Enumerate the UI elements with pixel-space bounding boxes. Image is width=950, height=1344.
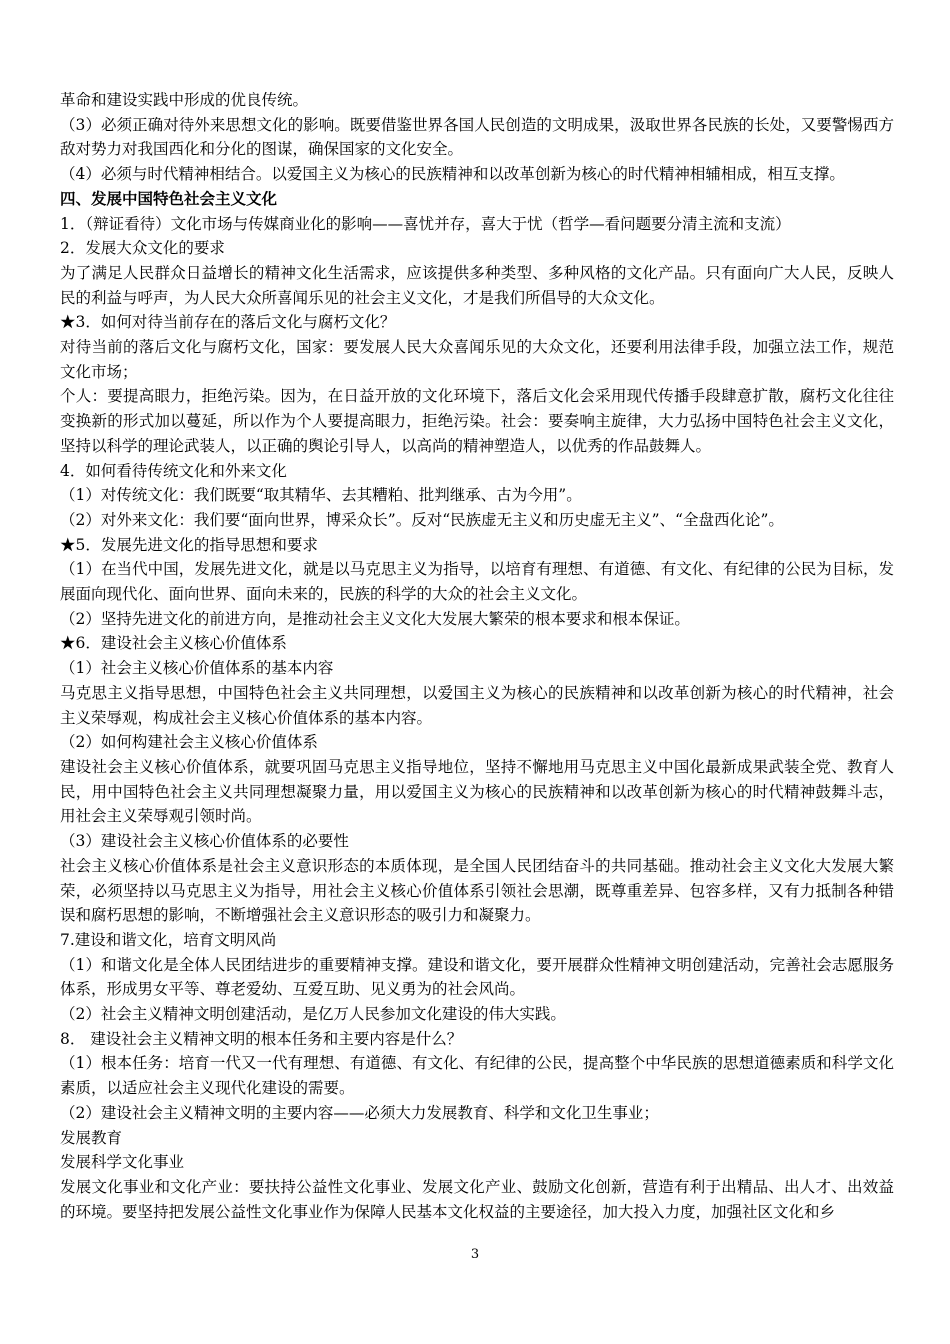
paragraph: （2）对外来文化：我们要“面向世界，博采众长”。反对“民族虚无主义和历史虚无主义”、“全盘西化论”。 bbox=[60, 510, 784, 529]
paragraph: （1）根本任务：培育一代又一代有理想、有道德、有文化、有纪律的公民，提高整个中华民族的思想道德素质和科学文化素质，以适应社会主义现代化建设的需要。 bbox=[60, 1054, 894, 1098]
section-heading: 四、发展中国特色社会主义文化 bbox=[60, 188, 278, 208]
paragraph: 7.建设和谐文化，培育文明风尚 bbox=[60, 930, 277, 949]
paragraph: 对待当前的落后文化与腐朽文化，国家：要发展人民大众喜闻乐见的大众文化，还要利用法律手段，加强立法工作，规范文化市场； bbox=[60, 338, 894, 381]
paragraph: （2）建设社会主义精神文明的主要内容——必须大力发展教育、科学和文化卫生事业； bbox=[60, 1103, 659, 1122]
paragraph: 马克思主义指导思想，中国特色社会主义共同理想，以爱国主义为核心的民族精神和以改革创新为核心的时代精神，社会主义荣辱观，构成社会主义核心价值体系的基本内容。 bbox=[60, 683, 894, 727]
paragraph: 为了满足人民群众日益增长的精神文化生活需求，应该提供多种类型、多种风格的文化产品。只有面向广大人民，反映人民的利益与呼声，为人民大众所喜闻乐见的社会主义文化，才是我们所倡导的大众文化。 bbox=[60, 263, 894, 307]
paragraph: （2）社会主义精神文明创建活动，是亿万人民参加文化建设的伟大实践。 bbox=[60, 1005, 566, 1024]
document-body bbox=[60, 88, 894, 1224]
paragraph: （1）在当代中国，发展先进文化，就是以马克思主义为指导，以培育有理想、有道德、有文化、有纪律的公民为目标，发展面向现代化、面向世界、面向未来的，民族的科学的大众的社会主义文化。 bbox=[60, 560, 894, 604]
paragraph: （3）必须正确对待外来思想文化的影响。既要借鉴世界各国人民创造的文明成果，汲取世界各民族的长处，又要警惕西方敌对势力对我国西化和分化的图谋，确保国家的文化安全。 bbox=[60, 115, 894, 159]
paragraph: 发展教育 bbox=[60, 1128, 123, 1147]
paragraph: 4．如何看待传统文化和外来文化 bbox=[60, 461, 287, 480]
paragraph: （2）坚持先进文化的前进方向，是推动社会主义文化大发展大繁荣的根本要求和根本保证。 bbox=[60, 609, 690, 628]
paragraph: 1．（辩证看待）文化市场与传媒商业化的影响——喜忧并存，喜大于忧（哲学—看问题要分清主流和支流） bbox=[60, 214, 791, 233]
paragraph: （2）如何构建社会主义核心价值体系 bbox=[60, 733, 318, 752]
paragraph: ★3．如何对待当前存在的落后文化与腐朽文化？ bbox=[60, 313, 396, 332]
paragraph: 社会主义核心价值体系是社会主义意识形态的本质体现，是全国人民团结奋斗的共同基础。推动社会主义文化大发展大繁荣，必须坚持以马克思主义为指导，用社会主义核心价值体系引领社会思潮，既尊重差异、包容多样，又有力抵制各种错误和腐朽思想的影响，不断增强社会主义意识形态的吸引力和凝聚力。 bbox=[60, 856, 894, 925]
paragraph: 发展科学文化事业 bbox=[60, 1153, 185, 1172]
paragraph: （3）建设社会主义核心价值体系的必要性 bbox=[60, 832, 349, 851]
paragraph: ★6．建设社会主义核心价值体系 bbox=[60, 634, 287, 653]
paragraph: 个人：要提高眼力，拒绝污染。因为，在日益开放的文化环境下，落后文化会采用现代传播手段肆意扩散，腐朽文化往往变换新的形式加以蔓延，所以作为个人要提高眼力，拒绝污染。社会：要奏响主旋律，大力弘扬中国特色社会主义文化，坚持以科学的理论武装人，以正确的舆论引导人，以高尚的精神塑造人，以优秀的作品鼓舞人。 bbox=[60, 387, 894, 455]
paragraph: 革命和建设实践中形成的优良传统。 bbox=[60, 91, 309, 109]
paragraph: 建设社会主义核心价值体系，就要巩固马克思主义指导地位，坚持不懈地用马克思主义中国化最新成果武装全党、教育人民，用中国特色社会主义共同理想凝聚力量，用以爱国主义为核心的民族精神和以改革创新为核心的时代精神鼓舞斗志，用社会主义荣辱观引领时尚。 bbox=[60, 757, 894, 826]
paragraph: ★5．发展先进文化的指导思想和要求 bbox=[60, 535, 318, 554]
page-number: 3 bbox=[470, 1247, 480, 1262]
paragraph: 2．发展大众文化的要求 bbox=[60, 239, 225, 258]
paragraph: 发展文化事业和文化产业：要扶持公益性文化事业、发展文化产业、鼓励文化创新，营造有利于出精品、出人才、出效益的环境。要坚持把发展公益性文化事业作为保障人民基本文化权益的主要途径，加大投入力度，加强社区文化和乡 bbox=[60, 1177, 894, 1221]
paragraph: （1）对传统文化：我们既要“取其精华、去其糟粕、批判继承、古为今用”。 bbox=[60, 486, 582, 505]
paragraph: （1）和谐文化是全体人民团结进步的重要精神支撑。建设和谐文化，要开展群众性精神文明创建活动，完善社会志愿服务体系，形成男女平等、尊老爱幼、互爱互助、见义勇为的社会风尚。 bbox=[60, 955, 894, 999]
paragraph: （1）社会主义核心价值体系的基本内容 bbox=[60, 659, 334, 678]
paragraph: 8． 建设社会主义精神文明的根本任务和主要内容是什么？ bbox=[60, 1029, 463, 1048]
paragraph: （4）必须与时代精神相结合。以爱国主义为核心的民族精神和以改革创新为核心的时代精神相辅相成，相互支撑。 bbox=[60, 165, 845, 184]
